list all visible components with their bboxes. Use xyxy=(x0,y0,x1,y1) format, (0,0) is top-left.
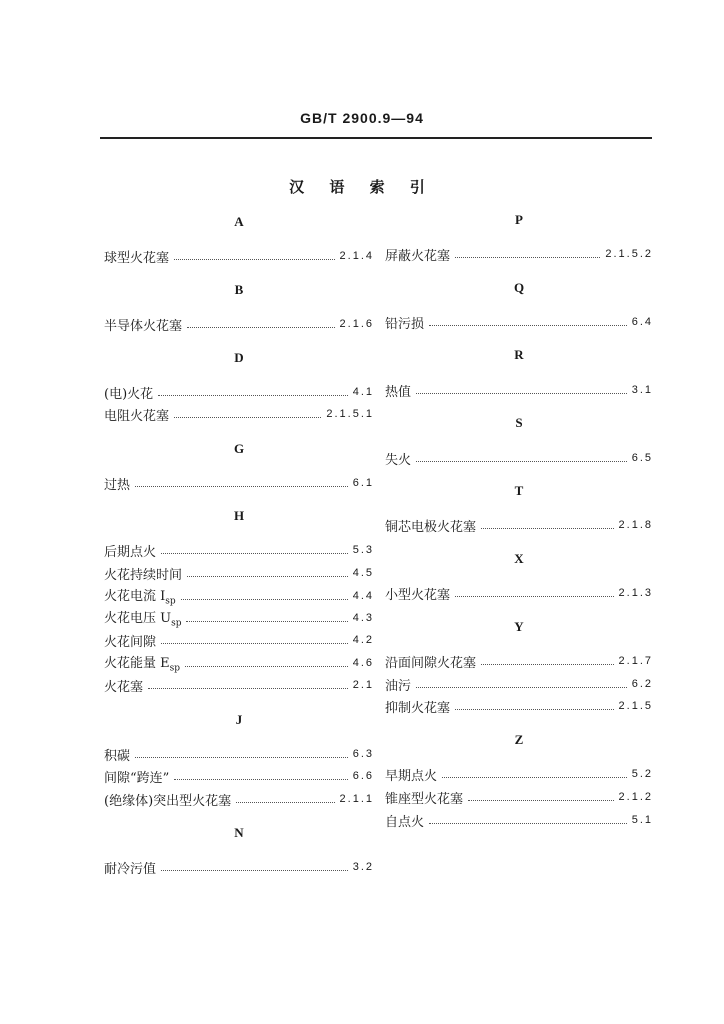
entry-clause-number: 6.5 xyxy=(631,452,653,464)
index-entry xyxy=(104,608,374,628)
entry-term-text: 自点火 xyxy=(385,814,425,830)
leader-dots xyxy=(416,461,627,462)
index-entry xyxy=(104,563,374,583)
section-letter-h: H xyxy=(233,508,245,523)
entry-term xyxy=(385,516,476,535)
entry-term-subscript: sp xyxy=(171,618,182,629)
index-entry xyxy=(104,382,374,402)
index-entry xyxy=(385,674,653,694)
entry-clause-number: 6.4 xyxy=(631,316,653,328)
leader-dots xyxy=(187,576,348,577)
entry-clause-number: 2.1.5.2 xyxy=(605,248,653,260)
entry-term xyxy=(104,383,153,402)
index-entry xyxy=(104,789,374,809)
entry-term-text: 失火 xyxy=(385,452,412,468)
entry-term-text: 火花塞 xyxy=(104,679,144,695)
entry-term xyxy=(104,767,169,786)
index-entry xyxy=(385,515,653,535)
entry-term-text: (绝缘体)突出型火花塞 xyxy=(104,793,232,809)
entry-clause-number: 4.2 xyxy=(352,634,374,646)
entry-clause-number: 3.2 xyxy=(352,861,374,873)
entry-term-text: 火花能量 E xyxy=(104,656,170,672)
entry-term xyxy=(385,675,411,694)
section-letter-s: S xyxy=(515,415,523,430)
entry-term xyxy=(104,474,130,493)
index-entry xyxy=(104,473,374,493)
index-entry xyxy=(104,766,374,786)
section-letter-j: J xyxy=(235,712,243,727)
leader-dots xyxy=(236,802,334,803)
entry-term xyxy=(385,697,450,716)
entry-term xyxy=(385,245,450,264)
index-entry xyxy=(104,540,374,560)
index-entry xyxy=(104,246,374,266)
leader-dots xyxy=(442,777,627,778)
entry-term-text: 沿面间隙火花塞 xyxy=(385,655,477,671)
entry-clause-number: 2.1.5.1 xyxy=(326,408,374,420)
section-letter-r: R xyxy=(514,347,524,362)
index-entry xyxy=(385,583,653,603)
entry-term xyxy=(385,811,424,830)
entry-clause-number: 4.3 xyxy=(352,612,374,624)
entry-term xyxy=(104,247,169,266)
leader-dots xyxy=(135,757,348,758)
entry-term xyxy=(104,315,182,334)
section-letter-t: T xyxy=(514,483,524,498)
entry-clause-number: 3.1 xyxy=(631,384,653,396)
entry-clause-number: 2.1.5 xyxy=(618,700,653,712)
leader-dots xyxy=(181,599,348,600)
section-letter-a: A xyxy=(234,214,244,229)
entry-term xyxy=(385,449,411,468)
index-entry xyxy=(104,744,374,764)
leader-dots xyxy=(174,259,335,260)
index-entry xyxy=(104,630,374,650)
index-entry xyxy=(385,696,653,716)
leader-dots xyxy=(135,486,348,487)
entry-term xyxy=(104,790,231,809)
entry-term-text: 火花电流 I xyxy=(104,589,166,605)
entry-term-subscript: sp xyxy=(165,596,176,607)
entry-term xyxy=(385,381,411,400)
entry-clause-number: 6.6 xyxy=(352,770,374,782)
entry-term-text: 铜芯电极火花塞 xyxy=(385,519,477,535)
entry-term xyxy=(104,631,156,650)
section-letter-y: Y xyxy=(514,619,524,634)
leader-dots xyxy=(158,395,348,396)
entry-clause-number: 5.2 xyxy=(631,768,653,780)
leader-dots xyxy=(186,621,347,622)
entry-clause-number: 5.1 xyxy=(631,814,653,826)
section-letter-p: P xyxy=(515,212,523,227)
index-entry xyxy=(104,653,374,673)
entry-term xyxy=(104,541,156,560)
leader-dots xyxy=(429,823,627,824)
section-letter-g: G xyxy=(233,441,245,456)
entry-clause-number: 6.2 xyxy=(631,678,653,690)
entry-term-text: 过热 xyxy=(104,477,131,493)
page-header: GB/T 2900.9—94 xyxy=(300,110,424,126)
leader-dots xyxy=(185,666,348,667)
entry-term xyxy=(104,745,130,764)
entry-term-text: 抑制火花塞 xyxy=(385,700,451,716)
index-entry xyxy=(385,810,653,830)
entry-term-text: 热值 xyxy=(385,384,412,400)
entry-clause-number: 2.1.7 xyxy=(618,655,653,667)
leader-dots xyxy=(455,257,600,258)
index-entry xyxy=(385,764,653,784)
entry-clause-number: 6.3 xyxy=(352,748,374,760)
entry-clause-number: 2.1.8 xyxy=(618,519,653,531)
entry-clause-number: 2.1.1 xyxy=(339,793,374,805)
entry-clause-number: 4.4 xyxy=(352,590,374,602)
leader-dots xyxy=(148,688,348,689)
entry-term xyxy=(385,584,450,603)
entry-term xyxy=(104,564,182,583)
section-letter-b: B xyxy=(234,282,244,297)
entry-term-text: 锥座型火花塞 xyxy=(385,791,464,807)
entry-clause-number: 2.1.6 xyxy=(339,318,374,330)
entry-term-text: 半导体火花塞 xyxy=(104,318,183,334)
section-letter-q: Q xyxy=(513,280,525,295)
leader-dots xyxy=(468,800,614,801)
entry-term-text: 火花持续时间 xyxy=(104,567,183,583)
entry-term-text: 后期点火 xyxy=(104,544,157,560)
entry-term xyxy=(104,607,181,629)
entry-clause-number: 2.1.4 xyxy=(339,250,374,262)
entry-term xyxy=(104,652,180,674)
entry-term xyxy=(385,765,437,784)
leader-dots xyxy=(416,393,627,394)
entry-term xyxy=(385,313,424,332)
index-entry xyxy=(385,448,653,468)
entry-term-text: (电)火花 xyxy=(104,386,154,402)
entry-term-text: 间隙“跨连” xyxy=(104,770,170,786)
index-entry xyxy=(385,380,653,400)
entry-term xyxy=(104,405,169,424)
index-entry xyxy=(104,404,374,424)
index-entry xyxy=(385,651,653,671)
entry-clause-number: 2.1.3 xyxy=(618,587,653,599)
entry-clause-number: 2.1 xyxy=(352,679,374,691)
entry-term xyxy=(385,788,463,807)
entry-term-text: 屏蔽火花塞 xyxy=(385,248,451,264)
header-rule xyxy=(100,137,652,139)
entry-clause-number: 6.1 xyxy=(352,477,374,489)
entry-term xyxy=(104,676,143,695)
leader-dots xyxy=(161,553,348,554)
section-letter-x: X xyxy=(514,551,524,566)
entry-term-text: 早期点火 xyxy=(385,768,438,784)
entry-term xyxy=(104,585,176,607)
entry-term-text: 积碳 xyxy=(104,748,131,764)
entry-term-text: 油污 xyxy=(385,678,412,694)
entry-term-text: 铅污损 xyxy=(385,316,425,332)
entry-term-text: 球型火花塞 xyxy=(104,250,170,266)
entry-term xyxy=(385,652,476,671)
leader-dots xyxy=(481,528,614,529)
index-entry xyxy=(385,787,653,807)
index-entry xyxy=(104,857,374,877)
entry-term-text: 小型火花塞 xyxy=(385,587,451,603)
index-entry xyxy=(385,244,653,264)
leader-dots xyxy=(416,687,627,688)
entry-term-text: 耐冷污值 xyxy=(104,861,157,877)
leader-dots xyxy=(161,643,348,644)
entry-term-subscript: sp xyxy=(169,663,181,674)
index-entry xyxy=(104,586,374,606)
leader-dots xyxy=(429,325,627,326)
leader-dots xyxy=(187,327,335,328)
entry-term xyxy=(104,858,156,877)
leader-dots xyxy=(161,870,348,871)
entry-clause-number: 4.6 xyxy=(352,657,374,669)
section-letter-z: Z xyxy=(514,732,524,747)
leader-dots xyxy=(174,417,321,418)
leader-dots xyxy=(455,596,614,597)
entry-term-text: 电阻火花塞 xyxy=(104,408,170,424)
entry-clause-number: 2.1.2 xyxy=(618,791,653,803)
entry-clause-number: 4.5 xyxy=(352,567,374,579)
entry-clause-number: 5.3 xyxy=(352,544,374,556)
leader-dots xyxy=(455,709,614,710)
leader-dots xyxy=(174,779,347,780)
entry-term-text: 火花电压 U xyxy=(104,611,172,627)
section-letter-d: D xyxy=(234,350,244,365)
index-entry xyxy=(104,314,374,334)
page-title: 汉 语 索 引 xyxy=(289,178,435,196)
index-entry xyxy=(385,312,653,332)
index-entry xyxy=(104,675,374,695)
entry-term-text: 火花间隙 xyxy=(104,634,157,650)
leader-dots xyxy=(481,664,614,665)
entry-clause-number: 4.1 xyxy=(352,386,374,398)
section-letter-n: N xyxy=(234,825,244,840)
